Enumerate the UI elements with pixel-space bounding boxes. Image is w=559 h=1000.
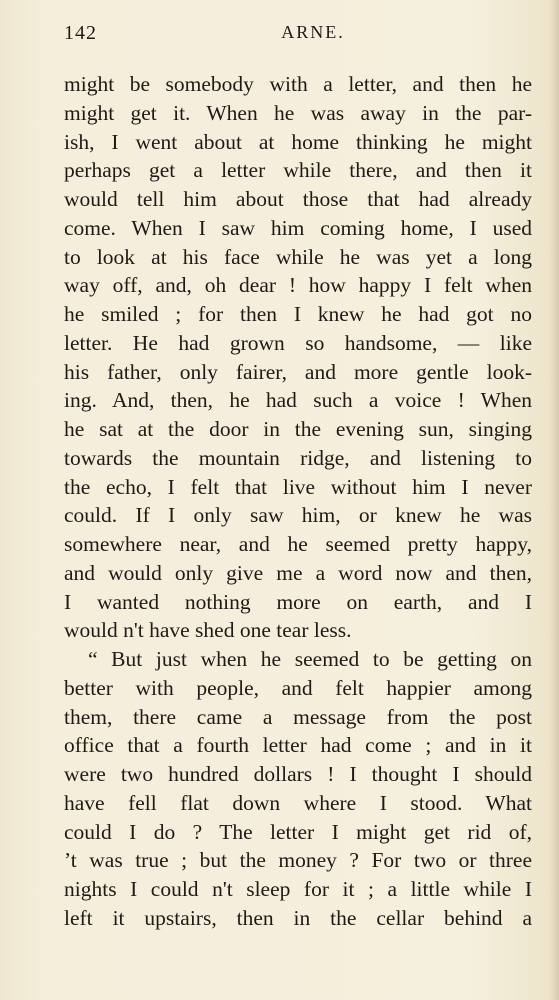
text-line: his father, only fairer, and more gentle look-: [64, 359, 532, 384]
text-line: ’t was true ; but the money ? For two or three: [64, 848, 532, 873]
text-line: might get it. When he was away in the par-: [64, 100, 532, 125]
text-line: them, there came a message from the post: [64, 704, 532, 729]
text-line: nights I could n't sleep for it ; a little while I: [64, 877, 532, 901]
text-line: the echo, I felt that live without him I never: [64, 474, 532, 499]
text-line: “ But just when he seemed to be getting on: [88, 647, 532, 671]
text-line: and would only give me a word now and then,: [64, 560, 532, 585]
text-line: were two hundred dollars ! I thought I should: [64, 762, 532, 786]
text-line: have fell flat down where I stood. What: [64, 790, 532, 815]
text-line: somewhere near, and he seemed pretty happy,: [64, 532, 532, 556]
text-line: letter. He had grown so handsome, — like: [64, 330, 532, 355]
text-line: office that a fourth letter had come ; and in it: [64, 733, 532, 758]
text-line: could. If I only saw him, or knew he was: [64, 503, 532, 528]
running-head: [64, 22, 532, 50]
text-line: ish, I went about at home thinking he might: [64, 129, 532, 154]
page-edge-shadow: [549, 0, 559, 1000]
text-line: would n't have shed one tear less.: [64, 618, 352, 643]
text-line: might be somebody with a letter, and then he: [64, 72, 532, 96]
text-line: way off, and, oh dear ! how happy I felt when: [64, 273, 532, 298]
text-line: ing. And, then, he had such a voice ! When: [64, 388, 532, 413]
text-line: left it upstairs, then in the cellar behind a: [64, 905, 532, 930]
text-line: towards the mountain ridge, and listening to: [64, 445, 532, 470]
page-number: 142: [64, 22, 97, 44]
text-line: better with people, and felt happier among: [64, 675, 532, 700]
text-line: he sat at the door in the evening sun, singing: [64, 417, 532, 441]
text-line: come. When I saw him coming home, I used: [64, 215, 532, 240]
text-line: perhaps get a letter while there, and then it: [64, 158, 532, 183]
text-line: would tell him about those that had already: [64, 187, 532, 211]
text-line: he smiled ; for then I knew he had got no: [64, 302, 532, 326]
text-line: could I do ? The letter I might get rid of,: [64, 819, 532, 844]
text-line: I wanted nothing more on earth, and I: [64, 589, 532, 614]
running-title: ARNE.: [281, 22, 345, 42]
text-line: to look at his face while he was yet a long: [64, 244, 532, 269]
body-text: [64, 70, 532, 933]
